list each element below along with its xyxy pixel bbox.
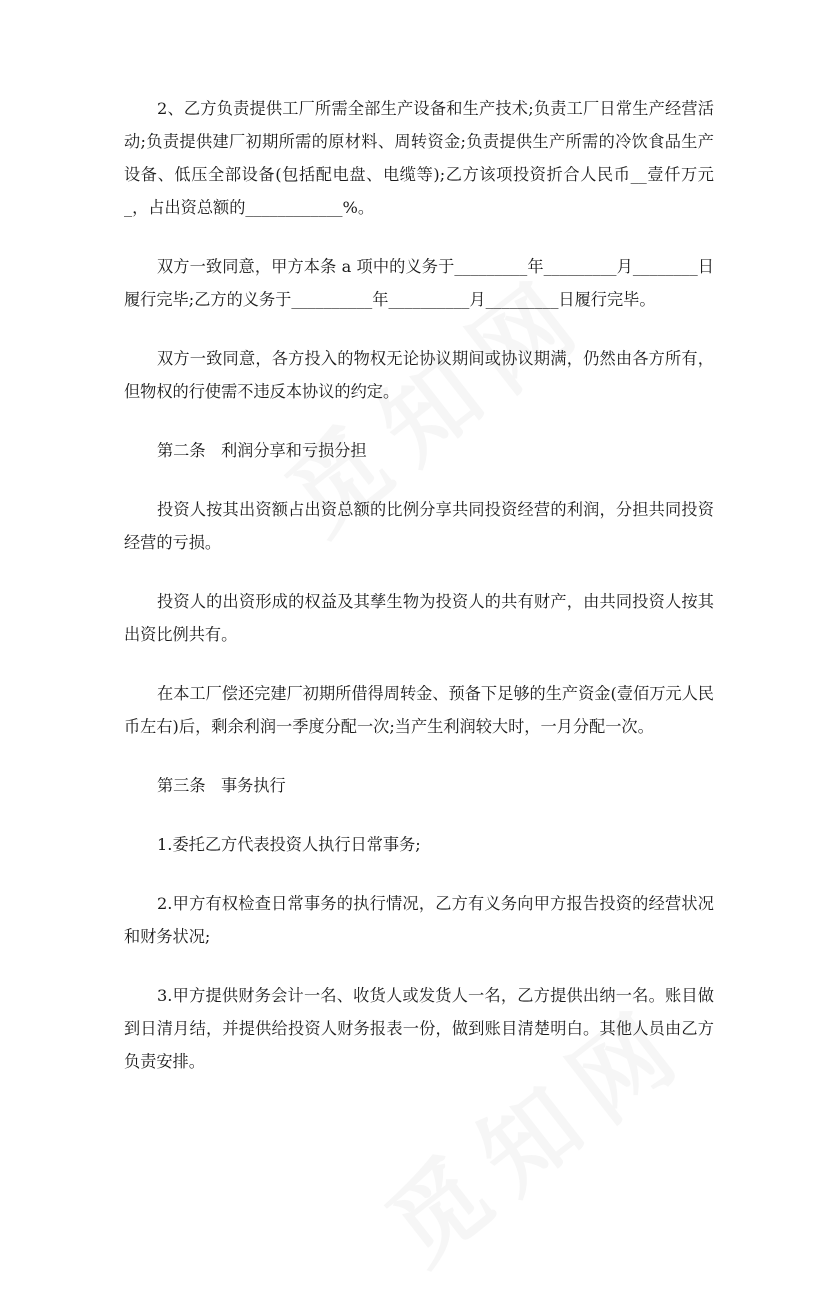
paragraph-profit-distribution: 在本工厂偿还完建厂初期所借得周转金、预备下足够的生产资金(壹佰万元人民币左右)后，剩余利润一季度分配一次;当产生利润较大时，一月分配一次。 — [124, 684, 714, 736]
paragraph-profit-share: 投资人按其出资额占出资总额的比例分享共同投资经营的利润，分担共同投资经营的亏损。 — [124, 500, 714, 552]
list-item-3: 3.甲方提供财务会计一名、收货人或发货人一名，乙方提供出纳一名。账目做到日清月结，并提供给投资人财务报表一份，做到账目清楚明白。其他人员由乙方负责安排。 — [124, 986, 714, 1071]
list-item-2: 2.甲方有权检查日常事务的执行情况，乙方有义务向甲方报告投资的经营状况和财务状况; — [124, 894, 714, 946]
article-2-heading: 第二条 利润分享和亏损分担 — [157, 441, 367, 460]
document-body — [124, 92, 714, 1104]
paragraph-obligation-dates: 双方一致同意，甲方本条 a 项中的义务于_________年_________月________日履行完毕;乙方的义务于__________年__________月_________日履行完毕。 — [124, 257, 714, 309]
paragraph-investment-b: 2、乙方负责提供工厂所需全部生产设备和生产技术;负责工厂日常生产经营活动;负责提供建厂初期所需的原材料、周转资金;负责提供生产所需的冷饮食品生产设备、低压全部设备(包括配电盘、电缆等);乙方该项投资折合人民币__壹仟万元_，占出资总额的____________%。 — [124, 99, 714, 217]
paragraph-property-rights: 双方一致同意，各方投入的物权无论协议期间或协议期满，仍然由各方所有，但物权的行使需不违反本协议的约定。 — [124, 349, 714, 401]
list-item-1: 1.委托乙方代表投资人执行日常事务; — [157, 835, 421, 854]
article-3-heading: 第三条 事务执行 — [157, 776, 286, 795]
paragraph-common-property: 投资人的出资形成的权益及其孳生物为投资人的共有财产，由共同投资人按其出资比例共有。 — [124, 592, 714, 644]
